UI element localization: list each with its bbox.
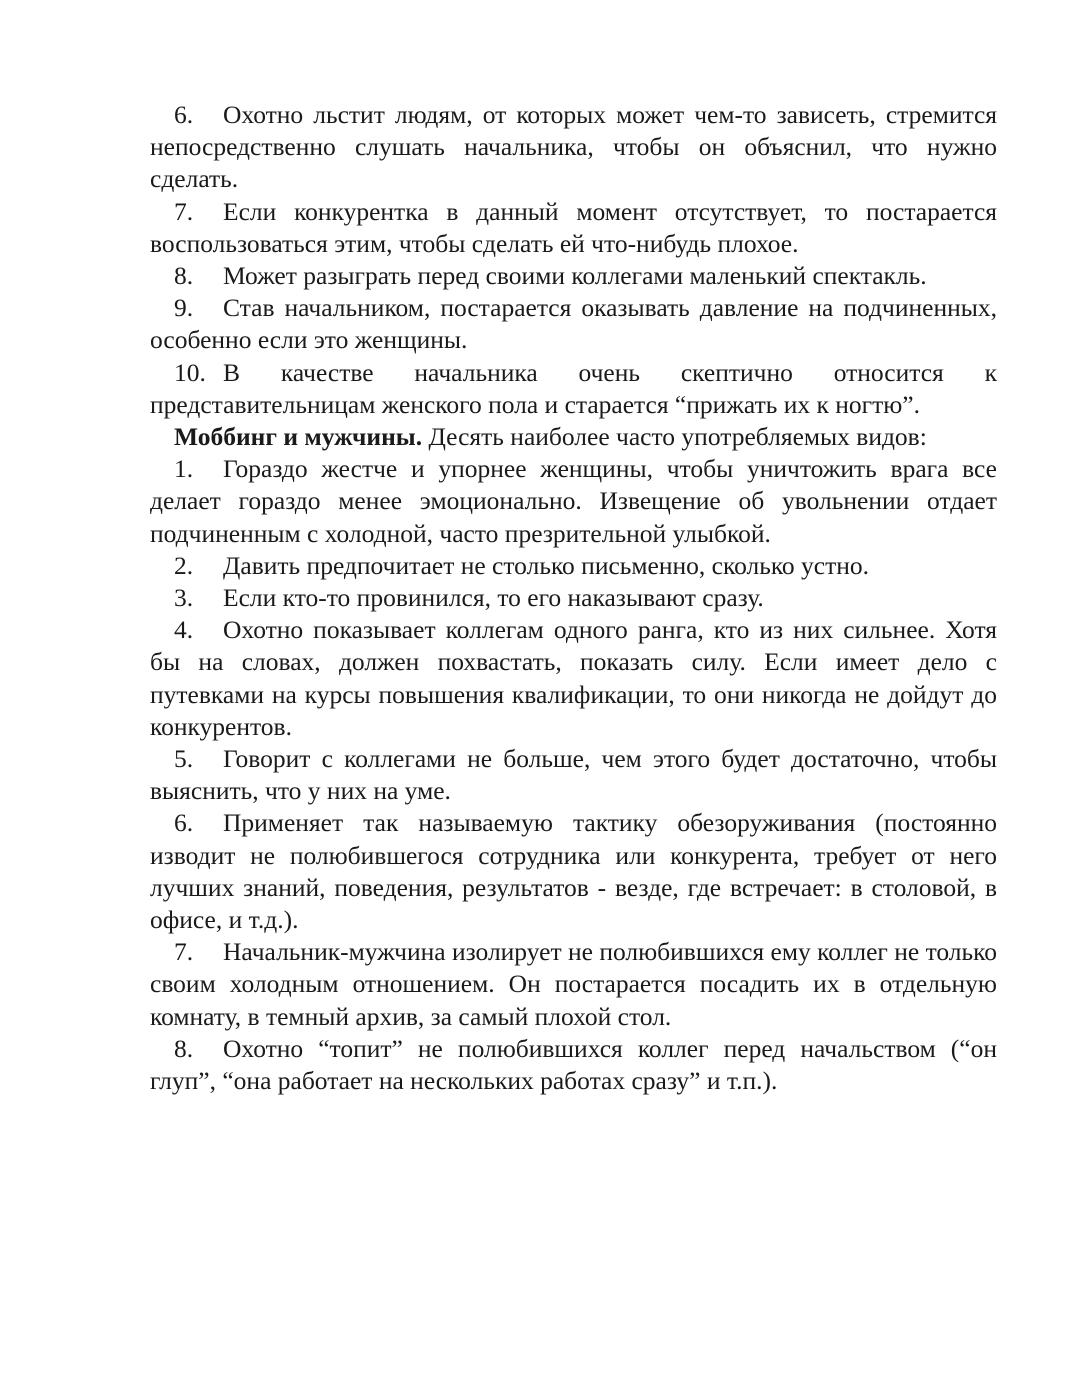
item-number: 6. bbox=[174, 808, 194, 838]
list-item bbox=[150, 582, 997, 614]
section-heading: Моббинг и мужчины. bbox=[174, 422, 423, 452]
list-item bbox=[150, 936, 997, 1033]
list-item bbox=[150, 292, 997, 356]
item-number: 6. bbox=[174, 100, 194, 129]
list-item bbox=[150, 196, 997, 260]
item-text: Начальник-мужчина изолирует не полюбившихся ему коллег не только своим холодным отношением. Он постарается посадить их в отдельную комнату, в темный архив, за самый плохой стол. bbox=[150, 937, 997, 1031]
item-text: В качестве начальника очень скептично относится к представительницам женского пола и старается “прижать их к ногтю”. bbox=[150, 357, 997, 419]
list-item bbox=[150, 99, 997, 196]
list-item bbox=[150, 807, 997, 936]
list-item bbox=[150, 1033, 997, 1097]
item-text: Охотно показывает коллегам одного ранга, кто из них сильнее. Хотя бы на словах, должен похвастать, показать силу. Если имеет дело с путевками на курсы повышения квалификации, то они никогда не дойдут до конкурентов. bbox=[150, 615, 997, 741]
item-number: 7. bbox=[174, 196, 194, 226]
list-item bbox=[150, 550, 997, 582]
list-item bbox=[150, 260, 997, 292]
item-number: 5. bbox=[174, 744, 194, 774]
item-text: Давить предпочитает не столько письменно, сколько устно. bbox=[223, 550, 870, 580]
item-text: Если кто-то провинился, то его наказывают сразу. bbox=[223, 583, 764, 613]
list-item bbox=[150, 453, 997, 550]
item-text: Охотно “топит” не полюбившихся коллег перед начальством (“он глуп”, “она работает на нескольких работах сразу” и т.п.). bbox=[150, 1033, 997, 1096]
item-text: Если конкурентка в данный момент отсутствует, то постарается воспользоваться этим, чтобы сделать ей что-нибудь плохое. bbox=[150, 196, 997, 258]
item-number: 7. bbox=[174, 937, 194, 967]
item-number: 8. bbox=[174, 261, 194, 291]
item-number: 2. bbox=[174, 550, 194, 580]
item-text: Говорит с коллегами не больше, чем этого будет достаточно, чтобы выяснить, что у них на уме. bbox=[150, 744, 997, 806]
item-number: 3. bbox=[174, 583, 194, 613]
list-item bbox=[150, 614, 997, 743]
section-heading-paragraph bbox=[150, 421, 997, 453]
item-number: 10. bbox=[174, 357, 206, 387]
section-intro-text: Десять наиболее часто употребляемых видов: bbox=[422, 422, 927, 452]
list-item bbox=[150, 357, 997, 421]
item-text: Гораздо жестче и упорнее женщины, чтобы уничтожить врага все делает гораздо менее эмоционально. Извещение об увольнении отдает подчиненным с холодной, часто презрительной улыбкой. bbox=[150, 454, 997, 548]
document-page bbox=[150, 99, 997, 1097]
item-text: Может разыграть перед своими коллегами маленький спектакль. bbox=[223, 261, 927, 291]
item-number: 8. bbox=[174, 1033, 194, 1063]
item-number: 1. bbox=[174, 454, 194, 484]
item-text: Став начальником, постарается оказывать давление на подчиненных, особенно если это женщины. bbox=[150, 293, 997, 355]
item-text: Охотно льстит людям, от которых может чем-то зависеть, стремится непосредственно слушать начальника, чтобы он объяснил, что нужно сделать. bbox=[150, 100, 997, 194]
list-item bbox=[150, 743, 997, 807]
item-number: 9. bbox=[174, 293, 194, 323]
item-text: Применяет так называемую тактику обезоруживания (постоянно изводит не полюбившегося сотрудника или конкурента, требует от него лучших знаний, поведения, результатов - везде, где встречает: в столовой, в офисе, и т.д.). bbox=[150, 808, 997, 935]
item-number: 4. bbox=[174, 615, 194, 645]
